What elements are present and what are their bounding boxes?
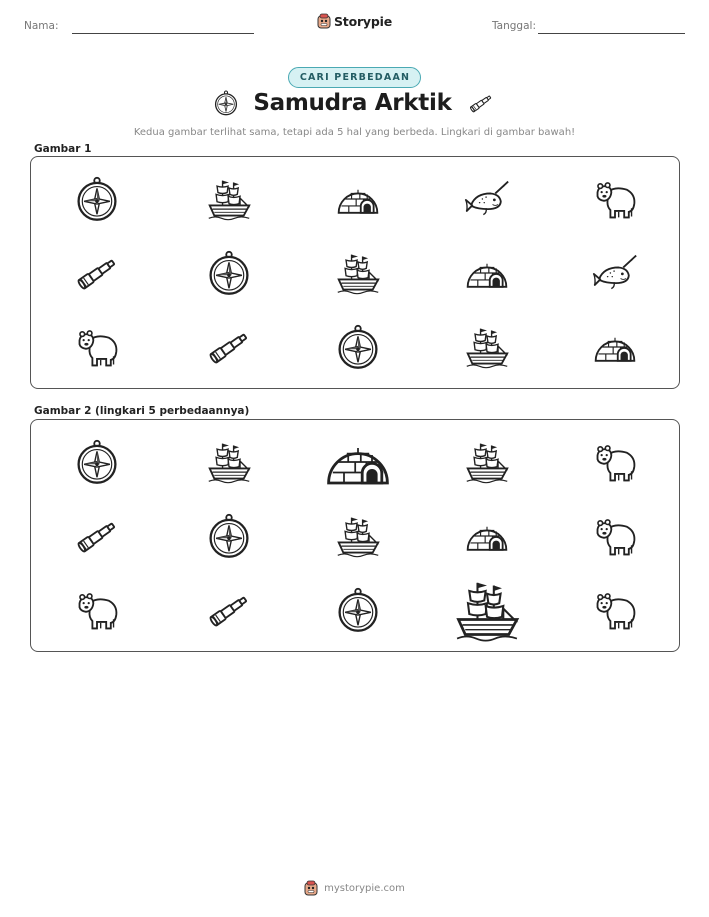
- brand-name: Storypie: [334, 13, 392, 29]
- spyglass-icon[interactable]: [74, 513, 120, 559]
- spyglass-icon: [206, 324, 252, 370]
- picture-2-label: Gambar 2 (lingkari 5 perbedaannya): [34, 405, 250, 417]
- compass-icon[interactable]: [335, 587, 381, 633]
- compass-icon[interactable]: [206, 513, 252, 559]
- igloo-icon: [464, 250, 510, 296]
- igloo-icon: [592, 324, 638, 370]
- polar-bear-icon[interactable]: [592, 513, 638, 559]
- ship-icon: [335, 250, 381, 296]
- name-field-line[interactable]: [72, 33, 254, 34]
- ship-icon[interactable]: [453, 576, 521, 644]
- igloo-icon[interactable]: [323, 427, 393, 497]
- narwhal-icon: [464, 176, 510, 222]
- picture-1-panel: [30, 156, 680, 389]
- ship-icon[interactable]: [206, 439, 252, 485]
- compass-icon: [213, 89, 239, 117]
- polar-bear-icon: [74, 324, 120, 370]
- date-field-line[interactable]: [538, 33, 685, 34]
- worksheet-type-badge: CARI PERBEDAAN: [288, 67, 421, 88]
- compass-icon: [206, 250, 252, 296]
- name-label: Nama:: [24, 20, 59, 32]
- ship-icon: [464, 324, 510, 370]
- page-title: Samudra Arktik: [253, 90, 452, 116]
- title-row: [0, 89, 709, 117]
- polar-bear-icon[interactable]: [74, 587, 120, 633]
- storypie-mascot-icon: [304, 880, 318, 896]
- storypie-mascot-icon: [317, 13, 331, 29]
- ship-icon[interactable]: [335, 513, 381, 559]
- spyglass-icon: [74, 250, 120, 296]
- brand-logo: [0, 13, 709, 29]
- narwhal-icon: [592, 250, 638, 296]
- ship-icon: [206, 176, 252, 222]
- footer-url[interactable]: mystorypie.com: [324, 882, 405, 894]
- igloo-icon[interactable]: [464, 513, 510, 559]
- footer: [0, 880, 709, 896]
- compass-icon: [74, 176, 120, 222]
- polar-bear-icon[interactable]: [592, 587, 638, 633]
- date-label: Tanggal:: [492, 20, 536, 32]
- picture-2-panel[interactable]: [30, 419, 680, 652]
- spyglass-icon: [466, 90, 496, 116]
- compass-icon: [335, 324, 381, 370]
- polar-bear-icon: [592, 176, 638, 222]
- compass-icon[interactable]: [74, 439, 120, 485]
- picture-1-label: Gambar 1: [34, 143, 92, 155]
- ship-icon[interactable]: [464, 439, 510, 485]
- polar-bear-icon[interactable]: [592, 439, 638, 485]
- spyglass-icon[interactable]: [206, 587, 252, 633]
- instructions: Kedua gambar terlihat sama, tetapi ada 5 hal yang berbeda. Lingkari di gambar bawah!: [133, 127, 576, 138]
- igloo-icon: [335, 176, 381, 222]
